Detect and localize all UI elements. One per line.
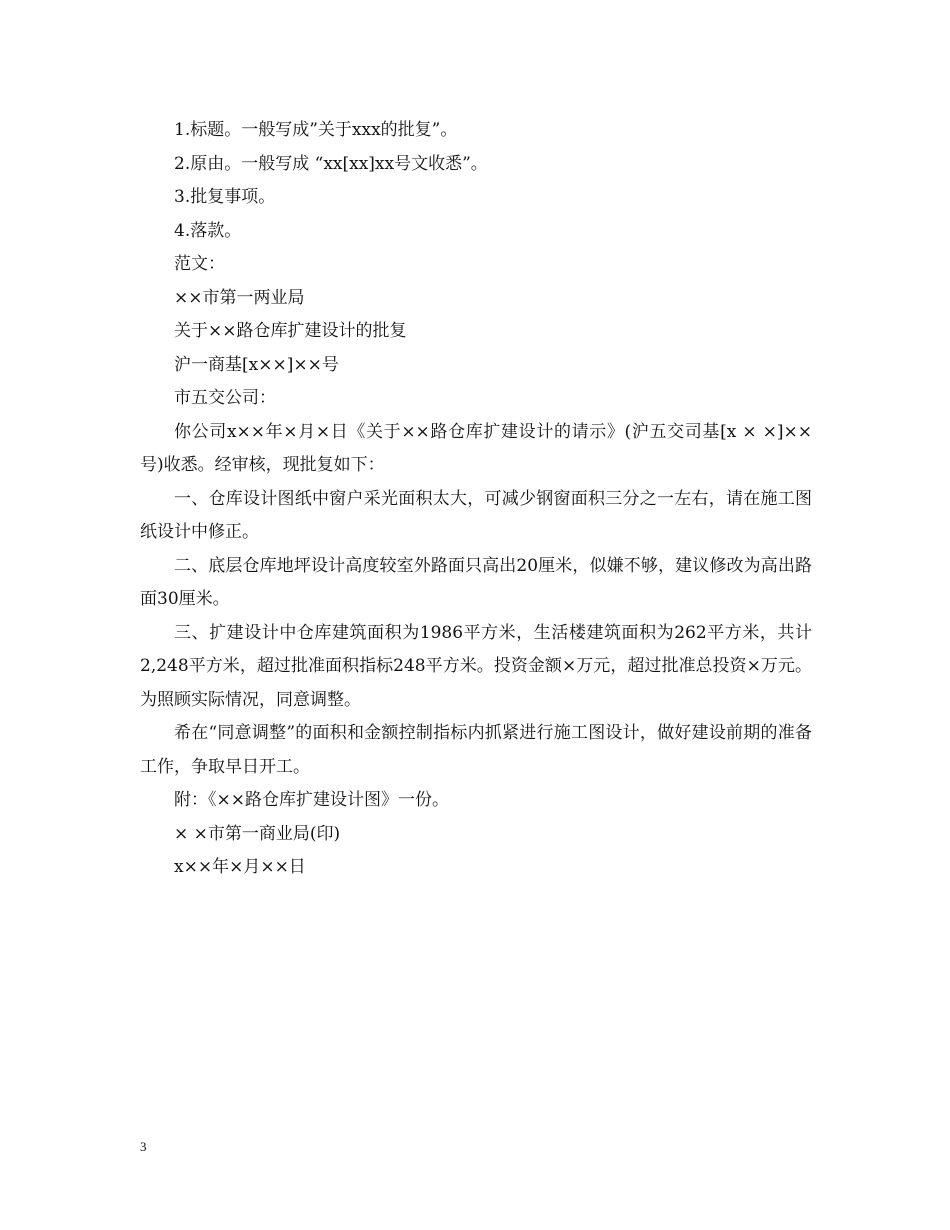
signature: × ×市第一商业局(印) (174, 823, 341, 844)
list-item-signoff: 4.落款。 (174, 220, 242, 241)
paragraph-item-1: 一、仓库设计图纸中窗户采光面积太大，可减少钢窗面积三分之一左右，请在施工图纸设计中修正。 (140, 488, 812, 542)
issue-date: x××年×月××日 (174, 857, 306, 877)
page-number: 3 (140, 1139, 147, 1154)
document-body (140, 114, 812, 885)
recipient: 市五交公司： (174, 388, 276, 408)
paragraph-item-2: 二、底层仓库地坪设计高度较室外路面只高出20厘米，似嫌不够，建议修改为高出路面30厘米。 (140, 555, 812, 609)
paragraph-intro: 你公司x××年×月×日《关于××路仓库扩建设计的请示》(沪五交司基[x × ×]××号)收悉。经审核，现批复如下： (140, 421, 812, 475)
list-item-reason: 2.原由。一般写成 “xx[xx]xx号文收悉”。 (174, 153, 488, 174)
paragraph-closing: 希在“同意调整”的面积和金额控制指标内抓紧进行施工图设计，做好建设前期的准备工作，争取早日开工。 (140, 723, 812, 777)
list-item-matters: 3.批复事项。 (174, 187, 276, 207)
issuer-name: ××市第一两业局 (174, 287, 305, 308)
attachment-note: 附：《××路仓库扩建设计图》一份。 (174, 790, 449, 810)
paragraph-item-3: 三、扩建设计中仓库建筑面积为1986平方米，生活楼建筑面积为262平方米，共计2,248平方米，超过批准面积指标248平方米。投资金额×万元，超过批准总投资×万元。为照顾实际情况，同意调整。 (140, 622, 812, 710)
list-item-title: 1.标题。一般写成”关于xxx的批复”。 (174, 120, 458, 140)
document-title: 关于××路仓库扩建设计的批复 (174, 321, 407, 341)
sample-heading: 范文： (174, 254, 225, 274)
document-number: 沪一商基[x××]××号 (174, 354, 339, 375)
